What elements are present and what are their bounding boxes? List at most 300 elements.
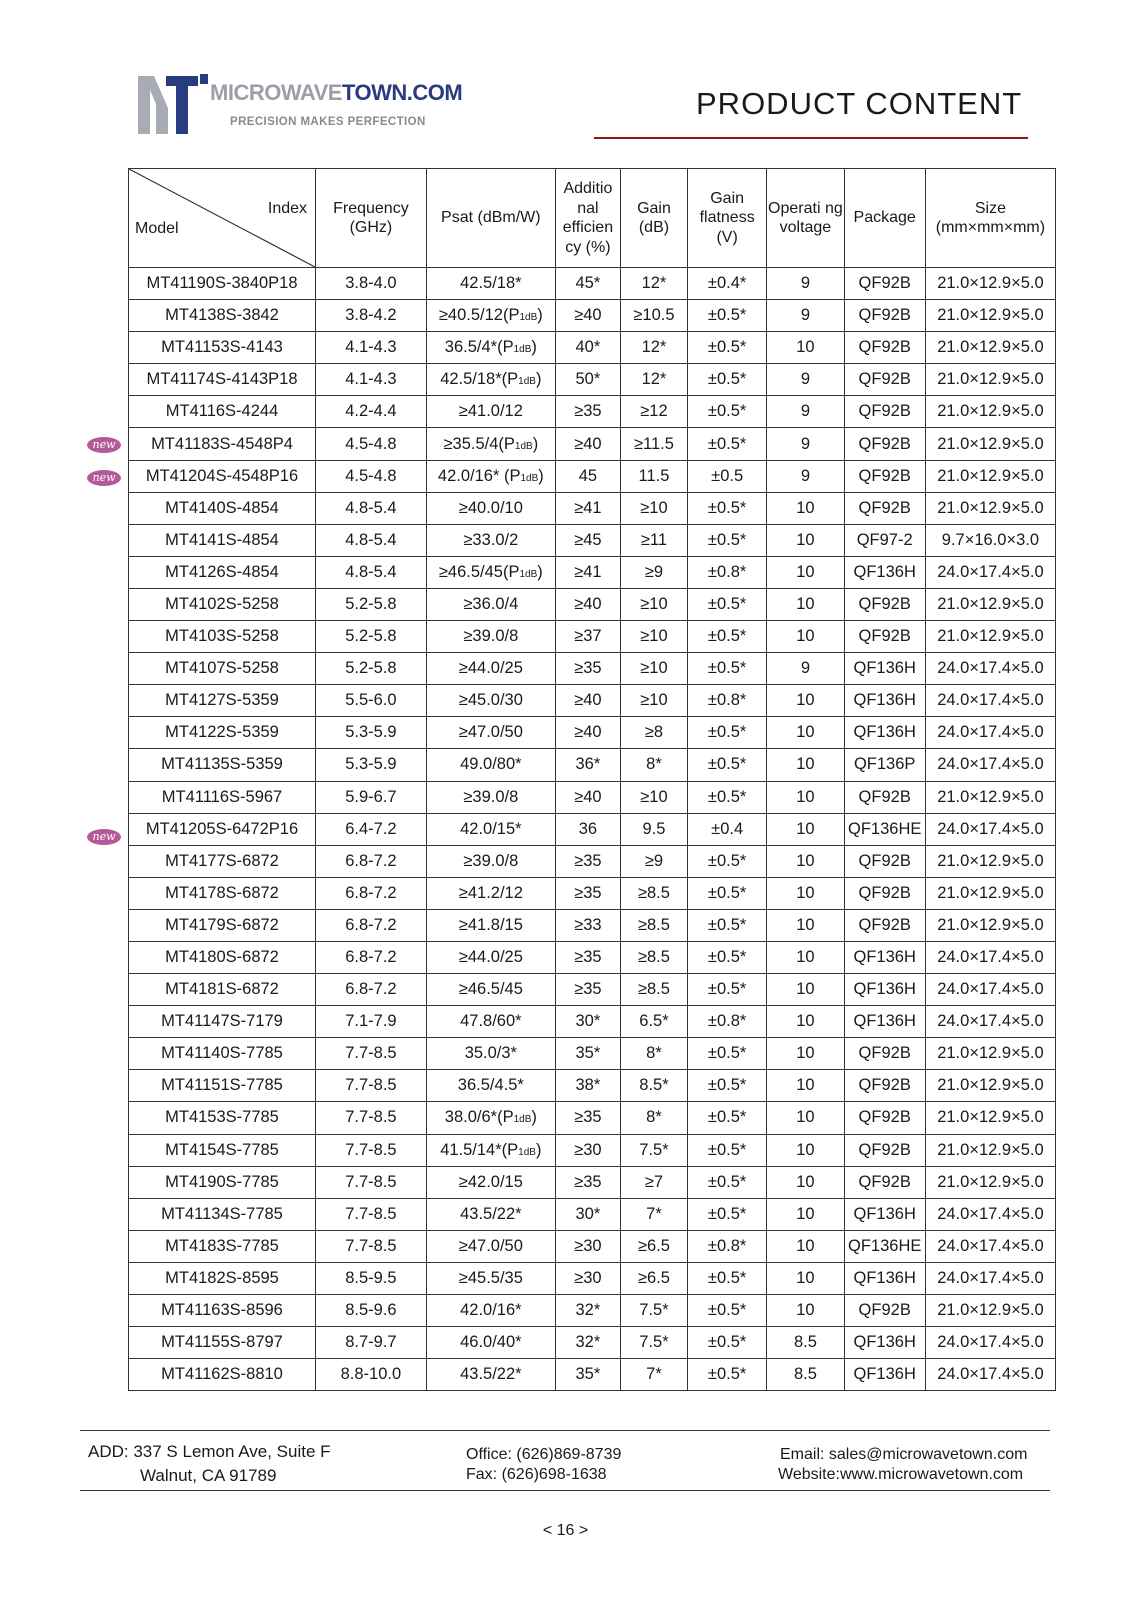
psat-subscript: 1dB: [519, 312, 538, 324]
model-cell: MT41151S-7785: [129, 1070, 316, 1102]
flatness-cell: ±0.8*: [688, 556, 767, 588]
voltage-cell: 10: [767, 941, 844, 973]
voltage-cell: 10: [767, 332, 844, 364]
table-row: [129, 1359, 1056, 1391]
psat-value: ≥46.5/45(P: [438, 562, 520, 581]
gain-cell: ≥6.5: [620, 1262, 687, 1294]
package-cell: QF92B: [844, 1038, 925, 1070]
frequency-cell: 5.5-6.0: [316, 685, 427, 717]
gain-cell: ≥10: [620, 492, 687, 524]
package-cell: QF92B: [844, 781, 925, 813]
efficiency-cell: ≥35: [555, 1102, 620, 1134]
gain-cell: 11.5: [620, 460, 687, 492]
voltage-cell: 10: [767, 717, 844, 749]
size-cell: 24.0×17.4×5.0: [925, 1230, 1055, 1262]
frequency-cell: 7.7-8.5: [316, 1166, 427, 1198]
size-cell: 21.0×12.9×5.0: [925, 1102, 1055, 1134]
model-cell: MT41163S-8596: [129, 1295, 316, 1327]
psat-cell: [426, 974, 555, 1006]
psat-value: 41.5/14*(P: [440, 1140, 519, 1159]
voltage-cell: 10: [767, 621, 844, 653]
efficiency-cell: ≥30: [555, 1230, 620, 1262]
voltage-cell: 10: [767, 685, 844, 717]
psat-value: ≥42.0/15: [458, 1172, 523, 1191]
psat-cell: [426, 428, 555, 460]
gain-cell: ≥10: [620, 685, 687, 717]
flatness-cell: ±0.5*: [688, 1327, 767, 1359]
header-index-label: Index: [267, 200, 308, 217]
size-cell: 24.0×17.4×5.0: [925, 941, 1055, 973]
size-cell: 21.0×12.9×5.0: [925, 1134, 1055, 1166]
size-cell: 21.0×12.9×5.0: [925, 1295, 1055, 1327]
psat-value: ≥36.0/4: [463, 594, 519, 613]
voltage-cell: 10: [767, 1006, 844, 1038]
header-frequency: Frequency (GHz): [316, 169, 427, 268]
frequency-cell: 4.8-5.4: [316, 556, 427, 588]
voltage-cell: 10: [767, 1166, 844, 1198]
efficiency-cell: 36*: [555, 749, 620, 781]
table-row: [129, 524, 1056, 556]
package-cell: QF136H: [844, 1198, 925, 1230]
psat-subscript: 1dB: [518, 376, 536, 388]
voltage-cell: 10: [767, 909, 844, 941]
psat-tail: ): [531, 338, 537, 357]
psat-cell: [426, 1295, 555, 1327]
voltage-cell: 10: [767, 1134, 844, 1166]
flatness-cell: ±0.5*: [688, 1359, 767, 1391]
gain-cell: ≥9: [620, 845, 687, 877]
efficiency-cell: ≥35: [555, 653, 620, 685]
table-row: [129, 1230, 1056, 1262]
flatness-cell: ±0.5*: [688, 524, 767, 556]
size-cell: 21.0×12.9×5.0: [925, 364, 1055, 396]
model-cell: MT4116S-4244: [129, 396, 316, 428]
title-rule: [594, 137, 1028, 139]
model-cell: MT41134S-7785: [129, 1198, 316, 1230]
psat-cell: [426, 1262, 555, 1294]
gain-cell: 7.5*: [620, 1295, 687, 1327]
new-badge: new: [87, 470, 121, 486]
psat-subscript: 1dB: [514, 440, 533, 452]
psat-value: 42.0/16* (P: [437, 466, 521, 485]
package-cell: QF92B: [844, 1070, 925, 1102]
gain-cell: ≥11.5: [620, 428, 687, 460]
page-title: PRODUCT CONTENT: [696, 86, 1023, 121]
efficiency-cell: 45: [555, 460, 620, 492]
psat-value: 36.5/4.5*: [457, 1076, 524, 1095]
psat-tail: ): [532, 434, 539, 453]
psat-cell: [426, 653, 555, 685]
efficiency-cell: ≥35: [555, 974, 620, 1006]
efficiency-cell: ≥30: [555, 1262, 620, 1294]
size-cell: 21.0×12.9×5.0: [925, 428, 1055, 460]
flatness-cell: ±0.8*: [688, 1230, 767, 1262]
flatness-cell: ±0.5*: [688, 877, 767, 909]
frequency-cell: 8.5-9.5: [316, 1262, 427, 1294]
size-cell: 24.0×17.4×5.0: [925, 1359, 1055, 1391]
model-cell: MT4179S-6872: [129, 909, 316, 941]
model-cell: MT41204S-4548P16: [129, 460, 316, 492]
gain-cell: ≥11: [620, 524, 687, 556]
efficiency-cell: 35*: [555, 1359, 620, 1391]
psat-value: ≥33.0/2: [463, 530, 519, 549]
voltage-cell: 10: [767, 877, 844, 909]
gain-cell: ≥6.5: [620, 1230, 687, 1262]
psat-subscript: 1dB: [513, 1114, 532, 1126]
psat-tail: ): [535, 1140, 542, 1159]
table-row: [129, 749, 1056, 781]
efficiency-cell: ≥30: [555, 1134, 620, 1166]
model-cell: MT4183S-7785: [129, 1230, 316, 1262]
model-cell: MT4153S-7785: [129, 1102, 316, 1134]
table-row: [129, 877, 1056, 909]
psat-cell: [426, 1102, 555, 1134]
efficiency-cell: ≥41: [555, 556, 620, 588]
psat-cell: [426, 877, 555, 909]
voltage-cell: 8.5: [767, 1327, 844, 1359]
page-number: < 16 >: [542, 1522, 589, 1539]
gain-cell: ≥10: [620, 653, 687, 685]
flatness-cell: ±0.5*: [688, 332, 767, 364]
package-cell: QF92B: [844, 1295, 925, 1327]
frequency-cell: 6.8-7.2: [316, 877, 427, 909]
flatness-cell: ±0.5*: [688, 1166, 767, 1198]
efficiency-cell: ≥40: [555, 428, 620, 460]
mt-logo-mark: [138, 74, 210, 136]
model-cell: MT4122S-5359: [129, 717, 316, 749]
voltage-cell: 10: [767, 1070, 844, 1102]
flatness-cell: ±0.5*: [688, 941, 767, 973]
psat-value: 47.8/60*: [460, 1012, 522, 1031]
flatness-cell: ±0.5*: [688, 845, 767, 877]
model-cell: MT4107S-5258: [129, 653, 316, 685]
gain-cell: 7.5*: [620, 1327, 687, 1359]
psat-subscript: 1dB: [519, 568, 538, 580]
frequency-cell: 4.1-4.3: [316, 364, 427, 396]
gain-cell: 7.5*: [620, 1134, 687, 1166]
frequency-cell: 5.2-5.8: [316, 588, 427, 620]
table-row: [129, 268, 1056, 300]
voltage-cell: 9: [767, 268, 844, 300]
gain-cell: ≥8.5: [620, 941, 687, 973]
header-model-label: Model: [135, 220, 179, 237]
package-cell: QF136H: [844, 941, 925, 973]
table-row: [129, 1166, 1056, 1198]
header-efficiency: Additio nal efficien cy (%): [555, 169, 620, 268]
voltage-cell: 9: [767, 396, 844, 428]
package-cell: QF136H: [844, 1327, 925, 1359]
flatness-cell: ±0.5*: [688, 492, 767, 524]
package-cell: QF136HE: [844, 1230, 925, 1262]
table-row: [129, 300, 1056, 332]
efficiency-cell: ≥40: [555, 685, 620, 717]
package-cell: QF136P: [844, 749, 925, 781]
psat-cell: [426, 1327, 555, 1359]
table-body: [129, 268, 1056, 1391]
psat-value: 49.0/80*: [460, 755, 522, 774]
size-cell: 21.0×12.9×5.0: [925, 396, 1055, 428]
psat-tail: ): [531, 1108, 537, 1127]
package-cell: QF92B: [844, 1102, 925, 1134]
psat-value: ≥40.5/12(P: [438, 306, 520, 325]
frequency-cell: 6.8-7.2: [316, 845, 427, 877]
table-row: [129, 909, 1056, 941]
frequency-cell: 4.2-4.4: [316, 396, 427, 428]
brand-tagline: PRECISION MAKES PERFECTION: [230, 116, 426, 128]
table-row: [129, 1198, 1056, 1230]
voltage-cell: 10: [767, 1262, 844, 1294]
footer-top-rule: [80, 1430, 1050, 1431]
flatness-cell: ±0.5: [688, 460, 767, 492]
size-cell: 24.0×17.4×5.0: [925, 685, 1055, 717]
office-phone: Office: (626)869-8739: [466, 1446, 622, 1463]
frequency-cell: 8.8-10.0: [316, 1359, 427, 1391]
flatness-cell: ±0.5*: [688, 588, 767, 620]
efficiency-cell: 36: [555, 813, 620, 845]
table-row: [129, 364, 1056, 396]
efficiency-cell: 50*: [555, 364, 620, 396]
package-cell: QF97-2: [844, 524, 925, 556]
voltage-cell: 9: [767, 364, 844, 396]
email-link[interactable]: Email: sales@microwavetown.com: [780, 1446, 1028, 1463]
frequency-cell: 5.3-5.9: [316, 749, 427, 781]
gain-cell: ≥12: [620, 396, 687, 428]
psat-tail: ): [535, 370, 542, 389]
efficiency-cell: 30*: [555, 1006, 620, 1038]
package-cell: QF92B: [844, 845, 925, 877]
model-cell: MT41116S-5967: [129, 781, 316, 813]
header-voltage: Operati ng voltage: [767, 169, 844, 268]
brand-name-dark: TOWN.COM: [341, 80, 463, 105]
table-row: [129, 781, 1056, 813]
efficiency-cell: 32*: [555, 1295, 620, 1327]
model-cell: MT41183S-4548P4: [129, 428, 316, 460]
gain-cell: ≥10: [620, 588, 687, 620]
model-cell: MT41140S-7785: [129, 1038, 316, 1070]
flatness-cell: ±0.5*: [688, 1262, 767, 1294]
frequency-cell: 5.9-6.7: [316, 781, 427, 813]
frequency-cell: 4.5-4.8: [316, 460, 427, 492]
package-cell: QF92B: [844, 300, 925, 332]
efficiency-cell: ≥40: [555, 588, 620, 620]
model-cell: MT4178S-6872: [129, 877, 316, 909]
psat-value: ≥45.0/30: [458, 691, 523, 710]
gain-cell: 8*: [620, 749, 687, 781]
package-cell: QF136H: [844, 1359, 925, 1391]
package-cell: QF136H: [844, 556, 925, 588]
table-row: [129, 396, 1056, 428]
voltage-cell: 10: [767, 492, 844, 524]
website-link[interactable]: Website:www.microwavetown.com: [778, 1466, 1024, 1483]
table-row: [129, 1134, 1056, 1166]
efficiency-cell: 38*: [555, 1070, 620, 1102]
model-cell: MT41135S-5359: [129, 749, 316, 781]
frequency-cell: 7.7-8.5: [316, 1198, 427, 1230]
gain-cell: 6.5*: [620, 1006, 687, 1038]
psat-cell: [426, 1134, 555, 1166]
frequency-cell: 5.3-5.9: [316, 717, 427, 749]
package-cell: QF136H: [844, 685, 925, 717]
package-cell: QF92B: [844, 396, 925, 428]
package-cell: QF92B: [844, 1134, 925, 1166]
flatness-cell: ±0.5*: [688, 974, 767, 1006]
model-cell: MT4177S-6872: [129, 845, 316, 877]
efficiency-cell: ≥41: [555, 492, 620, 524]
flatness-cell: ±0.5*: [688, 717, 767, 749]
frequency-cell: 3.8-4.2: [316, 300, 427, 332]
efficiency-cell: ≥45: [555, 524, 620, 556]
flatness-cell: ±0.5*: [688, 1038, 767, 1070]
gain-cell: 12*: [620, 332, 687, 364]
psat-value: ≥47.0/50: [458, 1236, 523, 1255]
size-cell: 21.0×12.9×5.0: [925, 621, 1055, 653]
address-line-2: Walnut, CA 91789: [140, 1466, 277, 1485]
voltage-cell: 10: [767, 1230, 844, 1262]
gain-cell: 8*: [620, 1038, 687, 1070]
table-row: [129, 653, 1056, 685]
size-cell: 21.0×12.9×5.0: [925, 1166, 1055, 1198]
gain-cell: ≥8.5: [620, 974, 687, 1006]
psat-cell: [426, 909, 555, 941]
package-cell: QF136H: [844, 1006, 925, 1038]
voltage-cell: 10: [767, 1102, 844, 1134]
psat-cell: [426, 941, 555, 973]
size-cell: 24.0×17.4×5.0: [925, 813, 1055, 845]
psat-value: 46.0/40*: [460, 1333, 522, 1352]
frequency-cell: 4.8-5.4: [316, 492, 427, 524]
size-cell: 21.0×12.9×5.0: [925, 1038, 1055, 1070]
package-cell: QF92B: [844, 460, 925, 492]
psat-cell: [426, 1166, 555, 1198]
model-cell: MT4138S-3842: [129, 300, 316, 332]
size-cell: 21.0×12.9×5.0: [925, 909, 1055, 941]
gain-cell: 8.5*: [620, 1070, 687, 1102]
psat-subscript: 1dB: [520, 472, 539, 484]
efficiency-cell: ≥40: [555, 300, 620, 332]
voltage-cell: 8.5: [767, 1359, 844, 1391]
psat-cell: [426, 524, 555, 556]
table-row: [129, 1295, 1056, 1327]
flatness-cell: ±0.5*: [688, 749, 767, 781]
model-cell: MT4103S-5258: [129, 621, 316, 653]
voltage-cell: 10: [767, 1198, 844, 1230]
footer-bottom-rule: [80, 1490, 1050, 1491]
package-cell: QF92B: [844, 588, 925, 620]
psat-cell: [426, 685, 555, 717]
model-cell: MT4182S-8595: [129, 1262, 316, 1294]
header-size: Size (mm×mm×mm): [925, 169, 1055, 268]
model-cell: MT41174S-4143P18: [129, 364, 316, 396]
frequency-cell: 4.1-4.3: [316, 332, 427, 364]
model-cell: MT41190S-3840P18: [129, 268, 316, 300]
frequency-cell: 6.8-7.2: [316, 909, 427, 941]
voltage-cell: 9: [767, 300, 844, 332]
brand-name-light: MICROWAVE: [210, 80, 342, 105]
size-cell: 21.0×12.9×5.0: [925, 268, 1055, 300]
table-row: [129, 717, 1056, 749]
efficiency-cell: ≥33: [555, 909, 620, 941]
efficiency-cell: ≥37: [555, 621, 620, 653]
table-row: [129, 1327, 1056, 1359]
header-flatness: Gain flatness (V): [688, 169, 767, 268]
table-row: [129, 1038, 1056, 1070]
psat-cell: [426, 781, 555, 813]
size-cell: 24.0×17.4×5.0: [925, 1327, 1055, 1359]
flatness-cell: ±0.5*: [688, 909, 767, 941]
voltage-cell: 10: [767, 524, 844, 556]
gain-cell: ≥8.5: [620, 877, 687, 909]
voltage-cell: 10: [767, 813, 844, 845]
frequency-cell: 7.7-8.5: [316, 1070, 427, 1102]
header-package: Package: [844, 169, 925, 268]
package-cell: QF92B: [844, 492, 925, 524]
gain-cell: ≥8: [620, 717, 687, 749]
model-cell: MT4190S-7785: [129, 1166, 316, 1198]
gain-cell: ≥8.5: [620, 909, 687, 941]
model-cell: MT4154S-7785: [129, 1134, 316, 1166]
flatness-cell: ±0.5*: [688, 428, 767, 460]
frequency-cell: 6.8-7.2: [316, 941, 427, 973]
table-row: [129, 556, 1056, 588]
model-cell: MT4140S-4854: [129, 492, 316, 524]
package-cell: QF92B: [844, 268, 925, 300]
package-cell: QF92B: [844, 1166, 925, 1198]
psat-cell: [426, 845, 555, 877]
psat-cell: [426, 396, 555, 428]
psat-cell: [426, 1359, 555, 1391]
frequency-cell: 8.7-9.7: [316, 1327, 427, 1359]
table-row: [129, 588, 1056, 620]
frequency-cell: 7.7-8.5: [316, 1102, 427, 1134]
size-cell: 24.0×17.4×5.0: [925, 1198, 1055, 1230]
gain-cell: 12*: [620, 268, 687, 300]
psat-cell: [426, 1038, 555, 1070]
psat-value: 42.0/15*: [460, 819, 522, 838]
gain-cell: 8*: [620, 1102, 687, 1134]
table-row: [129, 1006, 1056, 1038]
frequency-cell: 7.7-8.5: [316, 1134, 427, 1166]
header-model-index: [129, 169, 316, 268]
efficiency-cell: ≥35: [555, 1166, 620, 1198]
psat-cell: [426, 1230, 555, 1262]
psat-cell: [426, 621, 555, 653]
address-line-1: ADD: 337 S Lemon Ave, Suite F: [88, 1442, 331, 1461]
table-row: [129, 428, 1056, 460]
voltage-cell: 10: [767, 845, 844, 877]
frequency-cell: 4.5-4.8: [316, 428, 427, 460]
frequency-cell: 8.5-9.6: [316, 1295, 427, 1327]
model-cell: MT41155S-8797: [129, 1327, 316, 1359]
flatness-cell: ±0.5*: [688, 653, 767, 685]
new-badge: new: [87, 829, 121, 845]
efficiency-cell: ≥35: [555, 845, 620, 877]
psat-value: ≥44.0/25: [458, 948, 523, 967]
company-logo: [138, 74, 463, 136]
psat-value: ≥35.5/4(P: [443, 434, 515, 453]
psat-value: ≥40.0/10: [458, 498, 523, 517]
size-cell: 24.0×17.4×5.0: [925, 974, 1055, 1006]
efficiency-cell: 45*: [555, 268, 620, 300]
header-gain: Gain (dB): [620, 169, 687, 268]
size-cell: 21.0×12.9×5.0: [925, 781, 1055, 813]
psat-cell: [426, 492, 555, 524]
psat-cell: [426, 717, 555, 749]
flatness-cell: ±0.5*: [688, 396, 767, 428]
flatness-cell: ±0.5*: [688, 621, 767, 653]
header-psat: Psat (dBm/W): [426, 169, 555, 268]
table-header-row: [129, 169, 1056, 268]
gain-cell: ≥9: [620, 556, 687, 588]
